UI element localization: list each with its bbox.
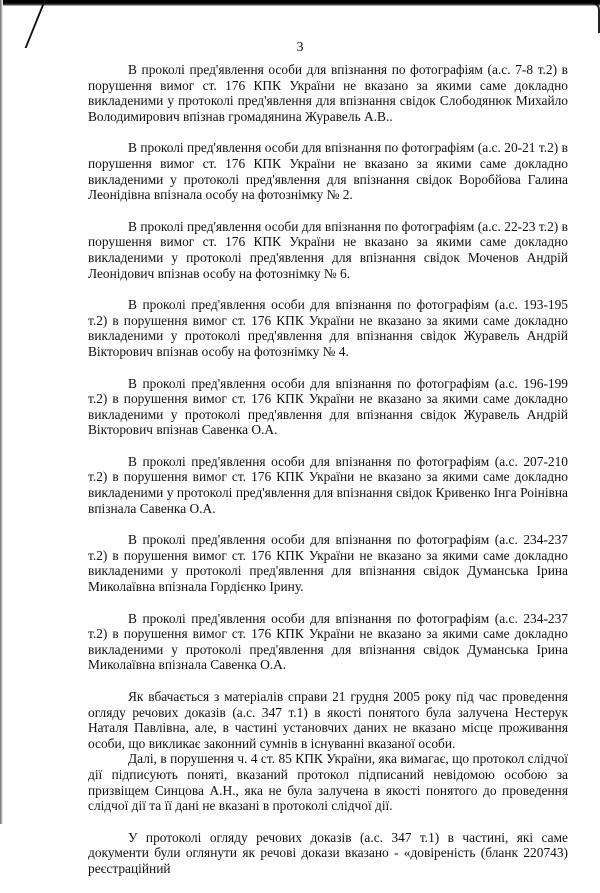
document-body <box>88 62 568 893</box>
scan-edge-top <box>0 0 600 6</box>
paragraph-identification-7: В проколі пред'явлення особи для впізнання по фотографіям (а.с. 234-237 т.2) в порушення вимог ст. 176 КПК України не вказано за якими саме докладно викладеними у протоколі пред'явлення для впізнання свідок Думанська Ірина Миколаївна впізнала Гордієнко Ірину. <box>88 532 568 595</box>
paragraph-signature-violation: Далі, в порушення ч. 4 ст. 85 КПК України, яка вимагає, що протокол слідчої дії підписують поняті, вказаний протокол підписаний невідомою особою за призвіщем Синцова А.Н., яка не була залучена в якості понятого до проведення слідчої дії та її дані не вказані в протоколі слідчої дії. <box>88 751 568 814</box>
paragraph-identification-4: В проколі пред'явлення особи для впізнання по фотографіям (а.с. 193-195 т.2) в порушення вимог ст. 176 КПК України не вказано за якими саме докладно викладеними у протоколі пред'явлення для впізнання свідок Журавель Андрій Вікторович впізнав особу на фотознімку № 4. <box>88 297 568 359</box>
page-number: 3 <box>296 40 304 55</box>
paragraph-identification-3: В проколі пред'явлення особи для впізнання по фотографіям (а.с. 22-23 т.2) в порушення вимог ст. 176 КПК України не вказано за якими саме докладно викладеними у протоколі пред'явлення для впізнання свідок Моченов Андрій Леонідович впізнав особу на фотознімку № 6. <box>88 218 568 281</box>
paragraph-identification-2: В проколі пред'явлення особи для впізнання по фотографіям (а.с. 20-21 т.2) в порушення вимог ст. 176 КПК України не вказано за якими саме докладно викладеними у протоколі пред'явлення для впізнання свідок Воробйова Галина Леонідівна впізнала особу на фотознімку № 2. <box>88 140 568 203</box>
paragraph-evidence-inspection: У протоколі огляду речових доказів (а.с. 347 т.1) в частині, які саме документи були оглянути як речові докази вказано - «довіреність (бланк 220743) реєстраційний <box>88 829 568 876</box>
scan-edge-corner <box>586 0 600 33</box>
paragraph-identification-6: В проколі пред'явлення особи для впізнання по фотографіям (а.с. 207-210 т.2) в порушення вимог ст. 176 КПК України не вказано за якими саме докладно викладеними у протоколі пред'явлення для впізнання свідок Кривенко Інга Роінівна впізнала Савенка О.А. <box>88 453 568 516</box>
paragraph-evidence-witness: Як вбачається з матеріалів справи 21 грудня 2005 року під час проведення огляду речових доказів (а.с. 347 т.1) в якості понятого була залучена Нестерук Наталя Павлівна, але, в частині установчих даних не вказано місце проживання особи, що викликає законний сумнів в існуванні вказаної особи. <box>88 689 568 751</box>
paragraph-identification-5: В проколі пред'явлення особи для впізнання по фотографіям (а.с. 196-199 т.2) в порушення вимог ст. 176 КПК України не вказано за якими саме докладно викладеними у протоколі пред'явлення для впізнання свідок Журавель Андрій Вікторович впізнав Савенка О.А. <box>88 375 568 438</box>
paragraph-identification-8: В проколі пред'явлення особи для впізнання по фотографіям (а.с. 234-237 т.2) в порушення вимог ст. 176 КПК України не вказано за якими саме докладно викладеними у протоколі пред'явлення для впізнання свідок Думанська Ірина Миколаївна впізнала Савенка О.А. <box>88 610 568 673</box>
paragraph-identification-1: В проколі пред'явлення особи для впізнання по фотографіям (а.с. 7-8 т.2) в порушення вимог ст. 176 КПК України не вказано за якими саме докладно викладеними у протоколі пред'явлення для впізнання свідок Слободянюк Михайло Володимирович впізнав громадянина Журавель А.В.. <box>88 62 568 124</box>
scan-edge-left <box>0 0 3 824</box>
